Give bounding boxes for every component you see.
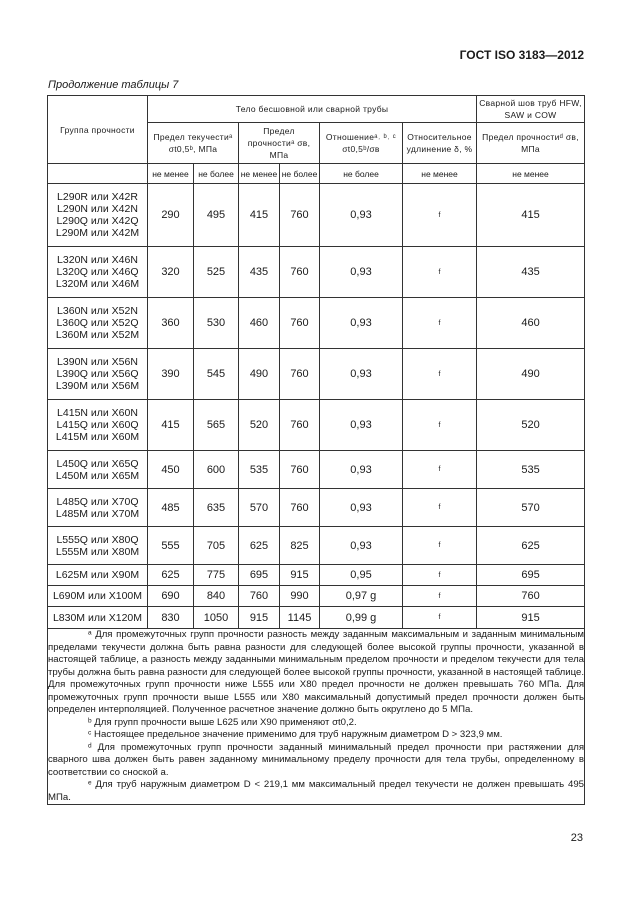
yield-tensile-ratio: 0,93	[320, 247, 403, 298]
max-label: не более	[280, 164, 320, 184]
yield-max: 600	[194, 451, 239, 489]
yield-tensile-ratio: 0,97 g	[320, 586, 403, 607]
tensile-min: 460	[239, 298, 280, 349]
tensile-min: 915	[239, 607, 280, 629]
weld-tensile-header: Предел прочностиᵈ σв, МПа	[477, 123, 585, 164]
yield-min: 830	[148, 607, 194, 629]
yield-min: 290	[148, 184, 194, 247]
tensile-max: 990	[280, 586, 320, 607]
strength-group: L360N или X52N L360Q или X52Q L360M или X52M	[48, 298, 148, 349]
tensile-max: 760	[280, 451, 320, 489]
yield-tensile-ratio: 0,93	[320, 527, 403, 565]
yield-tensile-ratio: 0,95	[320, 565, 403, 586]
tensile-max: 825	[280, 527, 320, 565]
yield-min: 450	[148, 451, 194, 489]
col-group-header: Группа прочности	[48, 96, 148, 164]
table-row	[48, 451, 585, 489]
table-row	[48, 565, 585, 586]
weld-tensile-min: 490	[477, 349, 585, 400]
elongation-footnote: f	[403, 184, 477, 247]
tensile-min: 535	[239, 451, 280, 489]
weld-tensile-min: 625	[477, 527, 585, 565]
weld-tensile-min: 460	[477, 298, 585, 349]
elongation-footnote: f	[403, 247, 477, 298]
yield-max: 705	[194, 527, 239, 565]
yield-max: 635	[194, 489, 239, 527]
strength-group: L390N или X56N L390Q или X56Q L390M или X56M	[48, 349, 148, 400]
max-label: не более	[194, 164, 239, 184]
min-label: не менее	[148, 164, 194, 184]
elongation-footnote: f	[403, 400, 477, 451]
yield-tensile-ratio: 0,93	[320, 489, 403, 527]
elongation-footnote: f	[403, 586, 477, 607]
table-caption: Продолжение таблицы 7	[48, 79, 179, 91]
strength-group: L690M или X100M	[48, 586, 148, 607]
weld-tensile-min: 415	[477, 184, 585, 247]
footnotes	[48, 629, 585, 805]
min-label: не менее	[477, 164, 585, 184]
strength-group: L290R или X42R L290N или X42N L290Q или X42Q L290M или X42M	[48, 184, 148, 247]
yield-min: 360	[148, 298, 194, 349]
yield-tensile-ratio: 0,93	[320, 184, 403, 247]
yield-min: 320	[148, 247, 194, 298]
tensile-max: 915	[280, 565, 320, 586]
tensile-min: 415	[239, 184, 280, 247]
yield-min: 485	[148, 489, 194, 527]
elongation-footnote: f	[403, 349, 477, 400]
strength-table	[47, 95, 585, 805]
footnote-a: ᵃ Для промежуточных групп прочности разность между заданным максимальным и заданным минимальным пределами текучести должна быть равна разности для следующей более высокой группы прочности, указанной в настоящей таблице, а разность между заданными минимальным пределом прочности и пределом текучести для тела трубы должна быть равна разности для следующей более высокой группы прочности, указанной в настоящей таблице. Для промежуточных групп прочности ниже L555 или X80 предел прочности не должен превышать 760 МПа. Для промежуточных групп прочности выше L555 или X80 максимальный допустимый предел прочности должен быть определен интерполяцией. Полученное расчетное значение должно быть округлено до 5 МПа.	[48, 629, 585, 715]
yield-tensile-ratio: 0,99 g	[320, 607, 403, 629]
elongation-footnote: f	[403, 607, 477, 629]
weld-tensile-min: 570	[477, 489, 585, 527]
tensile-max: 760	[280, 489, 320, 527]
table-row	[48, 527, 585, 565]
tensile-min: 695	[239, 565, 280, 586]
tensile-min: 490	[239, 349, 280, 400]
tensile-header: Предел прочностиᵃ σв, МПа	[239, 123, 320, 164]
tensile-max: 760	[280, 184, 320, 247]
min-label: не менее	[239, 164, 280, 184]
standard-designation: ГОСТ ISO 3183—2012	[459, 48, 584, 62]
tensile-min: 520	[239, 400, 280, 451]
yield-tensile-ratio: 0,93	[320, 400, 403, 451]
weld-tensile-min: 435	[477, 247, 585, 298]
yield-max: 525	[194, 247, 239, 298]
tensile-max: 760	[280, 400, 320, 451]
table-row	[48, 607, 585, 629]
weld-header: Сварной шов труб HFW, SAW и COW	[477, 96, 585, 123]
table-row	[48, 489, 585, 527]
tensile-min: 760	[239, 586, 280, 607]
yield-max: 1050	[194, 607, 239, 629]
yield-min: 390	[148, 349, 194, 400]
table-row	[48, 298, 585, 349]
weld-tensile-min: 915	[477, 607, 585, 629]
elongation-footnote: f	[403, 527, 477, 565]
ratio-header: Отношениеᵃ˒ ᵇ˒ ᶜ σt0,5ᵇ/σв	[320, 123, 403, 164]
yield-max: 775	[194, 565, 239, 586]
yield-max: 545	[194, 349, 239, 400]
tensile-min: 625	[239, 527, 280, 565]
table-row	[48, 400, 585, 451]
yield-tensile-ratio: 0,93	[320, 451, 403, 489]
footnote-b: ᵇ Для групп прочности выше L625 или X90 применяют σt0,2.	[88, 716, 357, 728]
footnote-e: ᵉ Для труб наружным диаметром D < 219,1 мм максимальный предел текучести не должен превышать 495 МПа.	[48, 779, 585, 803]
yield-max: 530	[194, 298, 239, 349]
yield-max: 840	[194, 586, 239, 607]
strength-group: L415N или X60N L415Q или X60Q L415M или X60M	[48, 400, 148, 451]
table-row	[48, 184, 585, 247]
table-row	[48, 586, 585, 607]
footnote-d: ᵈ Для промежуточных групп прочности заданный минимальный предел прочности при растяжении для сварного шва должен быть равен заданному минимальному пределу прочности для тела трубы, определенному в соответствии со сноской a.	[48, 741, 585, 778]
elongation-footnote: f	[403, 451, 477, 489]
yield-max: 495	[194, 184, 239, 247]
tensile-max: 760	[280, 247, 320, 298]
page-number: 23	[570, 832, 583, 844]
strength-group: L485Q или X70Q L485M или X70M	[48, 489, 148, 527]
yield-max: 565	[194, 400, 239, 451]
weld-tensile-min: 695	[477, 565, 585, 586]
elongation-footnote: f	[403, 565, 477, 586]
weld-tensile-min: 760	[477, 586, 585, 607]
body-header: Тело бесшовной или сварной трубы	[148, 96, 477, 123]
yield-min: 555	[148, 527, 194, 565]
tensile-max: 1145	[280, 607, 320, 629]
weld-tensile-min: 535	[477, 451, 585, 489]
min-label: не менее	[403, 164, 477, 184]
elongation-header: Относительное удлинение δ, %	[403, 123, 477, 164]
yield-tensile-ratio: 0,93	[320, 349, 403, 400]
yield-header: Предел текучестиᵃ σt0,5ᵇ, МПа	[148, 123, 239, 164]
strength-group: L555Q или X80Q L555M или X80M	[48, 527, 148, 565]
yield-min: 415	[148, 400, 194, 451]
tensile-max: 760	[280, 349, 320, 400]
tensile-max: 760	[280, 298, 320, 349]
elongation-footnote: f	[403, 489, 477, 527]
elongation-footnote: f	[403, 298, 477, 349]
yield-min: 625	[148, 565, 194, 586]
yield-tensile-ratio: 0,93	[320, 298, 403, 349]
table-row	[48, 247, 585, 298]
strength-group: L320N или X46N L320Q или X46Q L320M или X46M	[48, 247, 148, 298]
strength-group: L450Q или X65Q L450M или X65M	[48, 451, 148, 489]
table-row	[48, 349, 585, 400]
weld-tensile-min: 520	[477, 400, 585, 451]
max-label: не более	[320, 164, 403, 184]
tensile-min: 570	[239, 489, 280, 527]
strength-group: L625M или X90M	[48, 565, 148, 586]
tensile-min: 435	[239, 247, 280, 298]
yield-min: 690	[148, 586, 194, 607]
footnote-c: ᶜ Настоящее предельное значение применимо для труб наружным диаметром D > 323,9 мм.	[88, 729, 503, 740]
strength-group: L830M или X120M	[48, 607, 148, 629]
